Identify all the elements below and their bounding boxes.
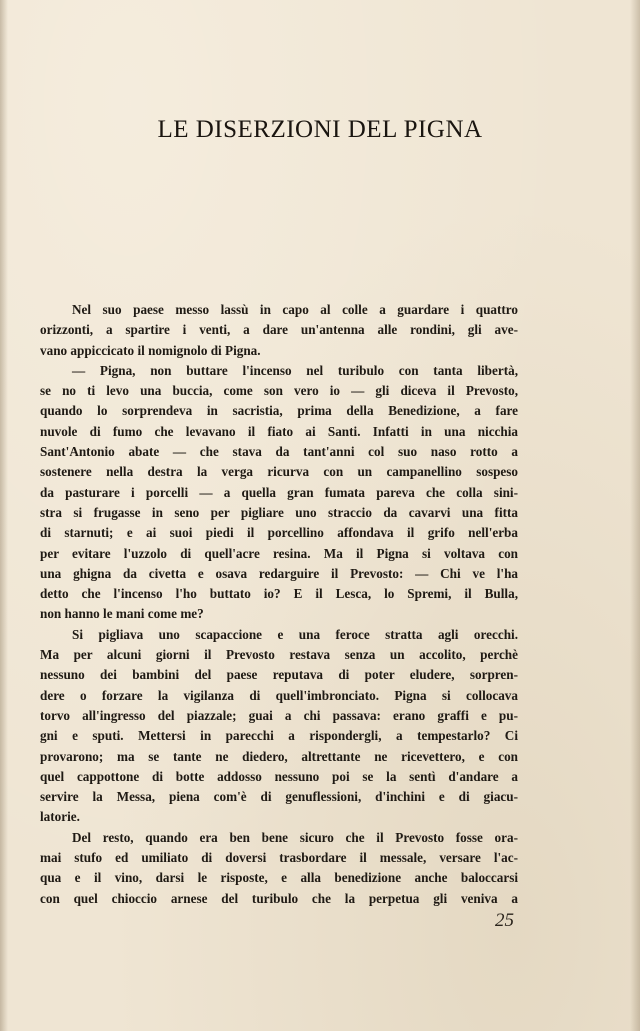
text-line: se no ti levo una buccia, come son vero io — gli diceva il Prevosto, bbox=[40, 383, 518, 399]
paragraph bbox=[40, 828, 518, 909]
text-line: quel cappottone di botte addosso nessuno poi se la sentì d'andare a bbox=[40, 768, 518, 784]
text-line: nuvole di fumo che levavano il fiato ai Santi. Infatti in una nicchia bbox=[40, 423, 518, 439]
text-line: di starnuti; e ai suoi piedi il porcellino affondava il grifo nell'erba bbox=[40, 525, 518, 541]
text-line: per evitare l'uzzolo di quell'acre resina. Ma il Pigna si voltava con bbox=[40, 545, 518, 561]
paragraph bbox=[40, 361, 518, 625]
text-line: dere o forzare la vigilanza di quell'imbronciato. Pigna si collocava bbox=[40, 687, 518, 703]
text-line: quando lo sorprendeva in sacristia, prima della Benedizione, a fare bbox=[40, 403, 518, 419]
text-line: Ma per alcuni giorni il Prevosto restava senza un accolito, perchè bbox=[40, 647, 518, 663]
paragraph bbox=[40, 300, 518, 361]
body-text bbox=[40, 300, 518, 909]
text-line: qua e il vino, darsi le risposte, e alla benedizione anche baloccarsi bbox=[40, 870, 518, 886]
text-line: vano appiccicato il nomignolo di Pigna. bbox=[40, 342, 261, 358]
text-line: provarono; ma se tante ne diedero, altrettante ne ricevettero, e con bbox=[40, 748, 518, 764]
page-edge-shadow-right bbox=[630, 0, 640, 1031]
text-line: torvo all'ingresso del piazzale; guai a chi passava: erano graffi e pu- bbox=[40, 707, 518, 723]
page-edge-shadow-left bbox=[0, 0, 8, 1031]
text-line: Nel suo paese messo lassù in capo al colle a guardare i quattro bbox=[72, 302, 518, 317]
text-line: Sant'Antonio abate — che stava da tant'anni col suo naso rotto a bbox=[40, 444, 518, 460]
text-line: servire la Messa, piena com'è di genuflessioni, d'inchini e di giacu- bbox=[40, 789, 518, 805]
text-line: latorie. bbox=[40, 809, 80, 825]
text-line: nessuno dei bambini del paese reputava di poter eludere, sorpren- bbox=[40, 667, 518, 683]
text-line: Si pigliava uno scapaccione e una feroce stratta agli orecchi. bbox=[72, 626, 518, 642]
text-line: sostenere nella destra la verga ricurva con un campanellino sospeso bbox=[40, 464, 518, 480]
text-line: mai stufo ed umiliato di doversi trasbordare il messale, versare l'ac- bbox=[40, 850, 518, 866]
paragraph bbox=[40, 625, 518, 828]
text-line: gni e sputi. Mettersi in parecchi a rispondergli, a tempestarlo? Ci bbox=[40, 728, 518, 744]
chapter-title: LE DISERZIONI DEL PIGNA bbox=[157, 116, 483, 143]
text-line: stra si frugasse in seno per pigliare uno straccio da cavarvi una fitta bbox=[40, 504, 518, 520]
text-line: da pasturare i porcelli — a quella gran fumata pareva che colla sini- bbox=[40, 484, 518, 500]
text-line: una ghigna da civetta e osava redarguire il Prevosto: — Chi ve l'ha bbox=[40, 565, 518, 581]
page-number: 25 bbox=[495, 910, 514, 931]
text-line: detto che l'incenso l'ho buttato io? E il Lesca, lo Spremi, il Bulla, bbox=[40, 586, 518, 602]
text-line: con quel chioccio arnese del turibulo che la perpetua gli veniva a bbox=[40, 890, 518, 906]
text-line: orizzonti, a spartire i venti, a dare un'antenna alle rondini, gli ave- bbox=[40, 322, 518, 338]
text-line: — Pigna, non buttare l'incenso nel turibulo con tanta libertà, bbox=[72, 362, 518, 378]
text-line: Del resto, quando era ben bene sicuro che il Prevosto fosse ora- bbox=[72, 829, 518, 845]
text-line: non hanno le mani come me? bbox=[40, 606, 204, 622]
